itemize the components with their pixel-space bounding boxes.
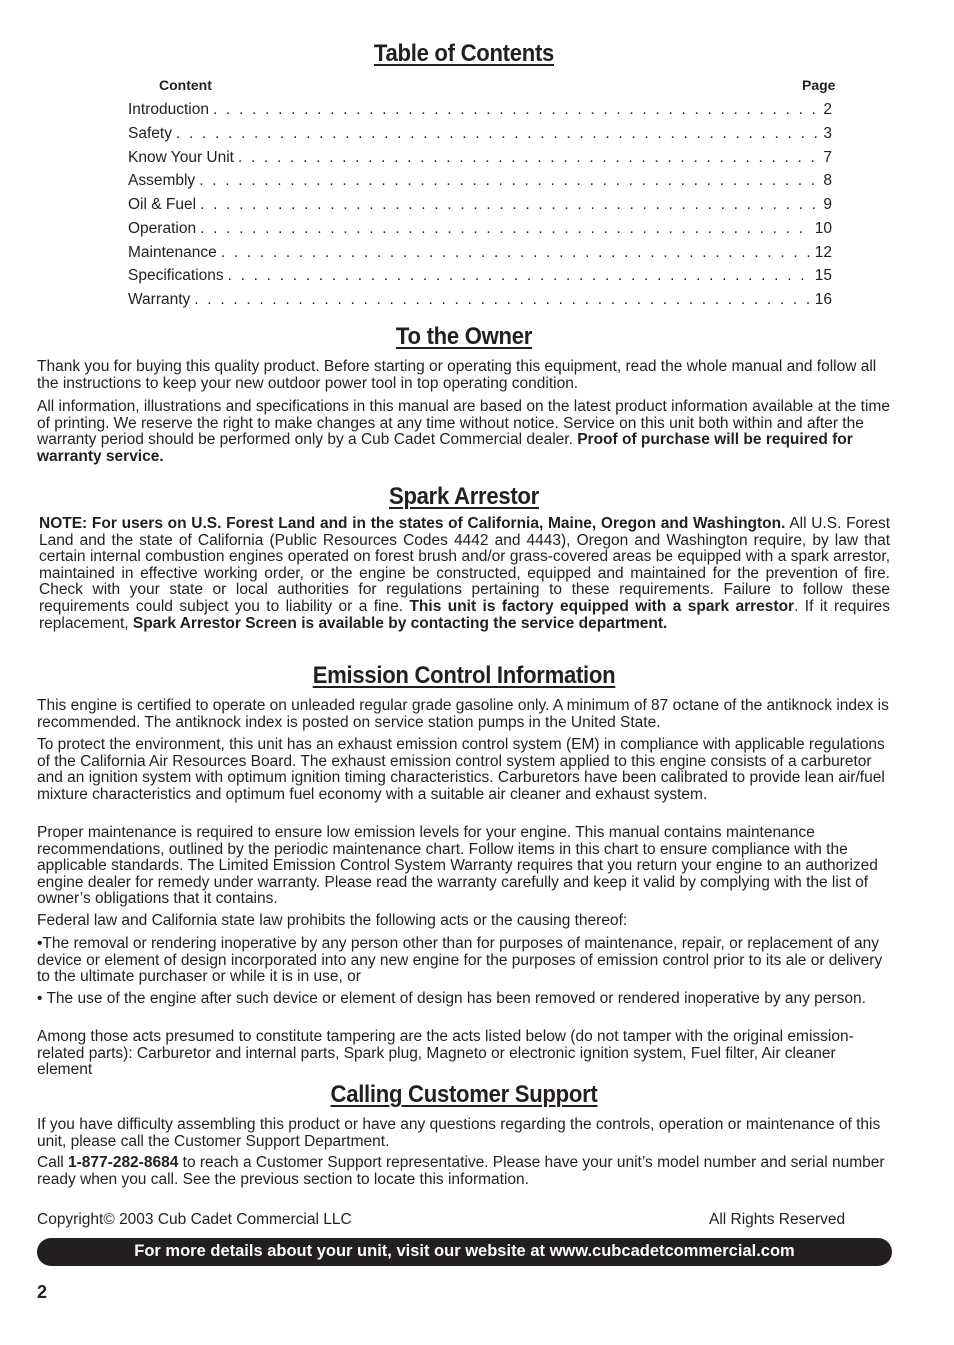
toc-entry-label: Assembly [128,172,196,189]
toc-entry-page: 15 [814,267,832,284]
toc-entry [128,101,832,121]
toc-leader-dots [199,172,819,190]
support-call-text: to reach a Customer Support representative. Please have your unit’s model number and serial number ready when you call. See the previous section to locate this information. [37,1154,885,1188]
support-paragraph: If you have difficulty assembling this product or have any questions regarding the controls, operation or maintenance of this unit, please call the Customer Support Department. [37,1116,881,1150]
emission-bullet: • The use of the engine after such device or element of design has been removed or rendered inoperative by any person. [37,990,866,1007]
toc-entry-label: Maintenance [128,244,217,261]
toc-entry-page: 8 [823,172,832,189]
owner-title: To the Owner [395,323,533,350]
toc-leader-dots [221,244,811,262]
toc-entry [128,125,832,145]
emission-title: Emission Control Information [312,662,616,689]
toc-entry-page: 3 [823,125,832,142]
toc-entry [128,172,832,192]
toc-leader-dots [176,125,819,143]
toc-entry-label: Safety [128,125,172,142]
website-banner: For more details about your unit, visit our website at www.cubcadetcommercial.com [37,1238,892,1266]
spark-factory-note: This unit is factory equipped with a spark arrestor [409,597,795,615]
copyright-text: Copyright© 2003 Cub Cadet Commercial LLC [37,1211,352,1228]
spark-screen-note: Spark Arrestor Screen is available by contacting the service department. [132,614,668,632]
toc-entry [128,149,832,169]
toc-leader-dots [200,196,819,214]
spark-note-bold: NOTE: For users on U.S. Forest Land and in the states of California, Maine, Oregon and Washington. [39,515,786,532]
toc-entry [128,196,832,216]
toc-entry-page: 10 [814,220,832,237]
support-title: Calling Customer Support [330,1081,598,1108]
emission-bullet: •The removal or rendering inoperative by any person other than for purposes of maintenance, repair, or replacement of any device or element of design incorporated into any new engine for the purposes of emission control prior to its ale or delivery to the ultimate purchaser or while it is in use, or [37,935,883,986]
spark-title: Spark Arrestor [389,483,539,510]
toc-entry [128,267,832,287]
owner-warranty-note: Proof of purchase will be required for warranty service. [37,431,853,465]
emission-paragraph: Federal law and California state law prohibits the following acts or the causing thereof: [37,912,628,929]
emission-paragraph: To protect the environment, this unit has an exhaust emission control system (EM) in compliance with applicable regulations of the California Air Resources Board. The exhaust emission control system applied to this engine consists of a carburetor and an ignition system with optimum ignition timing characteristics. Carburetors have been calibrated to provide lean air/fuel mixture characteristics and optimum fuel economy with a suitable air cleaner and exhaust system. [37,736,885,803]
owner-paragraph: Thank you for buying this quality product. Before starting or operating this equipment, read the whole manual and follow all the instructions to keep your new outdoor power tool in top operating condition. [37,358,877,392]
toc-entry-label: Specifications [128,267,224,284]
toc-entry-label: Warranty [128,291,191,308]
toc-entry [128,220,832,240]
spark-note-text: All U.S. Forest Land and the state of California (Public Resources Codes 4442 and 4443), Oregon and Washington require, by law that certain internal combustion engines operated on forest brush and/or grass-covered areas be equipped with a spark arrestor, maintained in effective working order, or the engine be constructed, equipped and maintained for the prevention of fire. Check with your state or local authorities for regulations pertaining to these requirements. Failure to follow these requirements could subject you to liability or a fine. [39,515,891,615]
support-paragraph [37,1155,895,1188]
spark-paragraph [39,516,890,632]
toc-entry-label: Oil & Fuel [128,196,197,213]
owner-paragraph-text: All information, illustrations and specifications in this manual are based on the latest product information available at the time of printing. We reserve the right to make changes at any time without notice. Service on this unit both within and after the warranty period should be performed only by a Cub Cadet Commercial dealer. [37,398,890,449]
toc-leader-dots [200,220,811,238]
toc-entry-label: Know Your Unit [128,149,234,166]
toc-entry-page: 9 [823,196,832,213]
toc-entry-label: Operation [128,220,197,237]
owner-paragraph [37,399,895,465]
toc-leader-dots [228,267,811,285]
emission-paragraph: Proper maintenance is required to ensure low emission levels for your engine. This manual contains maintenance recommendations, outlined by the periodic maintenance chart. Follow items in this chart to ensure compliance with the applicable standards. The Limited Emission Control System Warranty requires that you return your engine to an authorized engine dealer for remedy under warranty. Please read the warranty carefully and keep it valid by complying with the list of owner’s obligations that it contains. [37,824,878,908]
rights-text: All Rights Reserved [709,1211,846,1228]
toc-entry-page: 16 [814,291,832,308]
toc-leader-dots [213,101,819,119]
toc-title: Table of Contents [373,40,555,67]
toc-leader-dots [194,291,810,309]
toc-entry-label: Introduction [128,101,209,118]
toc-col-page: Page [802,77,836,93]
support-phone-number: 1-877-282-8684 [68,1154,179,1171]
toc-leader-dots [238,149,819,167]
toc-col-content: Content [159,77,212,93]
emission-paragraph: Among those acts presumed to constitute tampering are the acts listed below (do not tamper with the original emission-related parts): Carburetor and internal parts, Spark plug, Magneto or electronic ignition system, Fuel filter, Air cleaner element [37,1028,854,1079]
spark-replacement-text: . If it requires replacement, [39,597,890,632]
page-number: 2 [37,1282,48,1302]
toc-entry [128,291,832,311]
toc-entry [128,244,832,264]
toc-entry-page: 12 [814,244,832,261]
toc-entry-page: 2 [823,101,832,118]
toc-entry-page: 7 [823,149,832,166]
emission-paragraph: This engine is certified to operate on unleaded regular grade gasoline only. A minimum of 87 octane of the antiknock index is recommended. The antiknock index is posted on service station pumps in the United State. [37,697,889,731]
support-call-text: Call [37,1154,64,1171]
